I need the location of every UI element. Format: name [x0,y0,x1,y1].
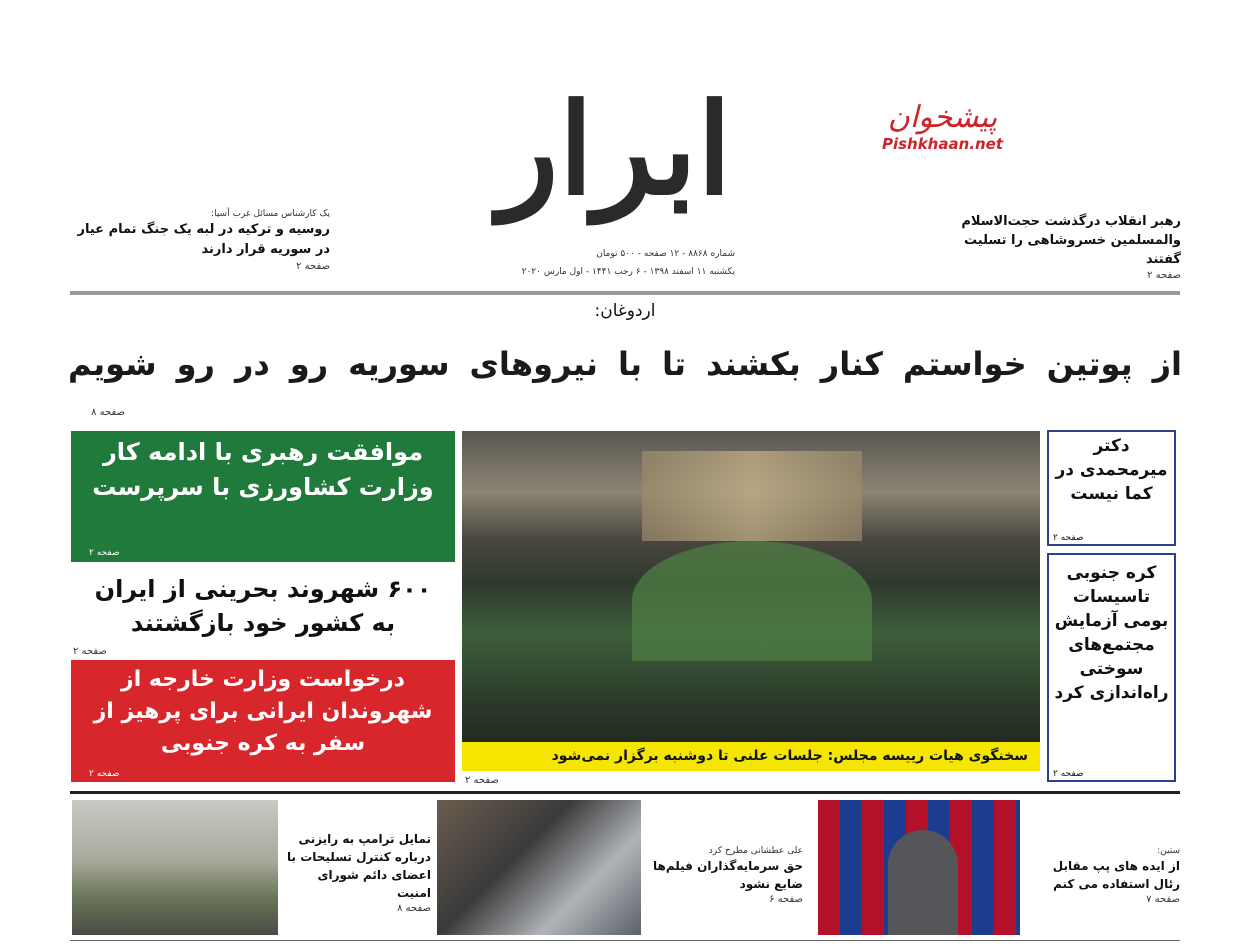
issue-info: شماره ۸۸۶۸ - ۱۲ صفحه - ۵۰۰ تومان [596,249,735,259]
divider [70,940,1180,941]
trump-photo [72,800,278,935]
lead-kicker: اردوغان: [594,301,656,321]
page-ref: صفحه ۲ [89,548,120,558]
issue-date: یکشنبه ۱۱ اسفند ۱۳۹۸ - ۶ رجب ۱۴۴۱ - اول مارس ۲۰۲۰ [521,267,735,277]
headline: حق سرمایه‌گذاران فیلم‌ها ضایع نشود [653,859,803,891]
mid-page-ref: صفحه ۲ [73,646,107,657]
headline: موافقت رهبری با ادامه کار وزارت کشاورزی با سرپرست [92,438,434,501]
bottom-story-1[interactable] [283,830,431,915]
headline: رهبر انقلاب درگذشت حجت‌الاسلام والمسلمین خسروشاهی را تسلیت گفتند [961,214,1181,267]
lead-page-ref: صفحه ۸ [91,407,125,418]
headline: تمایل ترامپ به رایزنی درباره کنترل تسلیحات با اعضای دائم شورای امنیت [287,832,431,900]
kicker: علی عطشانی مطرح کرد [708,846,803,856]
lead-headline[interactable]: از پوتین خواستم کنار بکشند تا با نیروهای سوریه رو در رو شویم [68,345,1182,383]
headline: درخواست وزارت خارجه از شهروندان ایرانی برای پرهیز از سفر به کره جنوبی [93,667,433,756]
photo-caption[interactable]: سخنگوی هیات رییسه مجلس: جلسات علنی تا دوشنبه برگزار نمی‌شود [462,742,1040,771]
watermark-en: Pishkhaan.net [881,135,1004,153]
page-ref: صفحه ۲ [1147,270,1181,281]
page-ref: صفحه ۲ [1053,533,1084,543]
watermark-fa: پیشخوان [887,100,998,135]
headline: از ایده های پپ مقابل رئال استفاده می کنم [1052,859,1180,891]
bottom-story-3[interactable] [1024,845,1180,906]
bottom-story-2[interactable] [645,845,803,906]
parliament-photo [462,431,1040,771]
page-ref: صفحه ۲ [89,769,120,779]
headline: دکتر میرمحمدی در کما نیست [1055,436,1168,504]
setien-photo [818,800,1020,935]
green-story[interactable] [71,431,455,562]
watermark-logo [865,100,1020,200]
top-left-story[interactable] [68,208,330,273]
page-ref: صفحه ۲ [296,261,330,272]
headline: روسیه و ترکیه در لبه یک جنگ تمام عیار در سوریه قرار دارند [77,222,330,257]
side-story-2[interactable] [1047,553,1176,782]
kicker: یک کارشناس مسائل غرب آسیا: [211,209,330,219]
divider [70,791,1180,794]
red-story[interactable] [71,660,455,782]
page-ref: صفحه ۸ [397,903,431,914]
page-ref: صفحه ۲ [1053,769,1084,779]
divider [70,291,1180,295]
caption-page-ref: صفحه ۲ [465,775,499,786]
masthead-logo: ابرار [498,77,732,223]
top-right-story[interactable] [935,212,1181,282]
kicker: ستین: [1157,846,1180,856]
film-investor-photo [437,800,641,935]
headline: کره جنوبی تاسیسات بومی آزمایش مجتمع‌های سوختی راه‌اندازی کرد [1054,563,1169,703]
page-ref: صفحه ۶ [769,894,803,905]
page-ref: صفحه ۷ [1146,894,1180,905]
mid-story-headline[interactable]: ۶۰۰ شهروند بحرینی از ایران به کشور خود بازگشتند [94,575,432,637]
side-story-1[interactable] [1047,430,1176,546]
